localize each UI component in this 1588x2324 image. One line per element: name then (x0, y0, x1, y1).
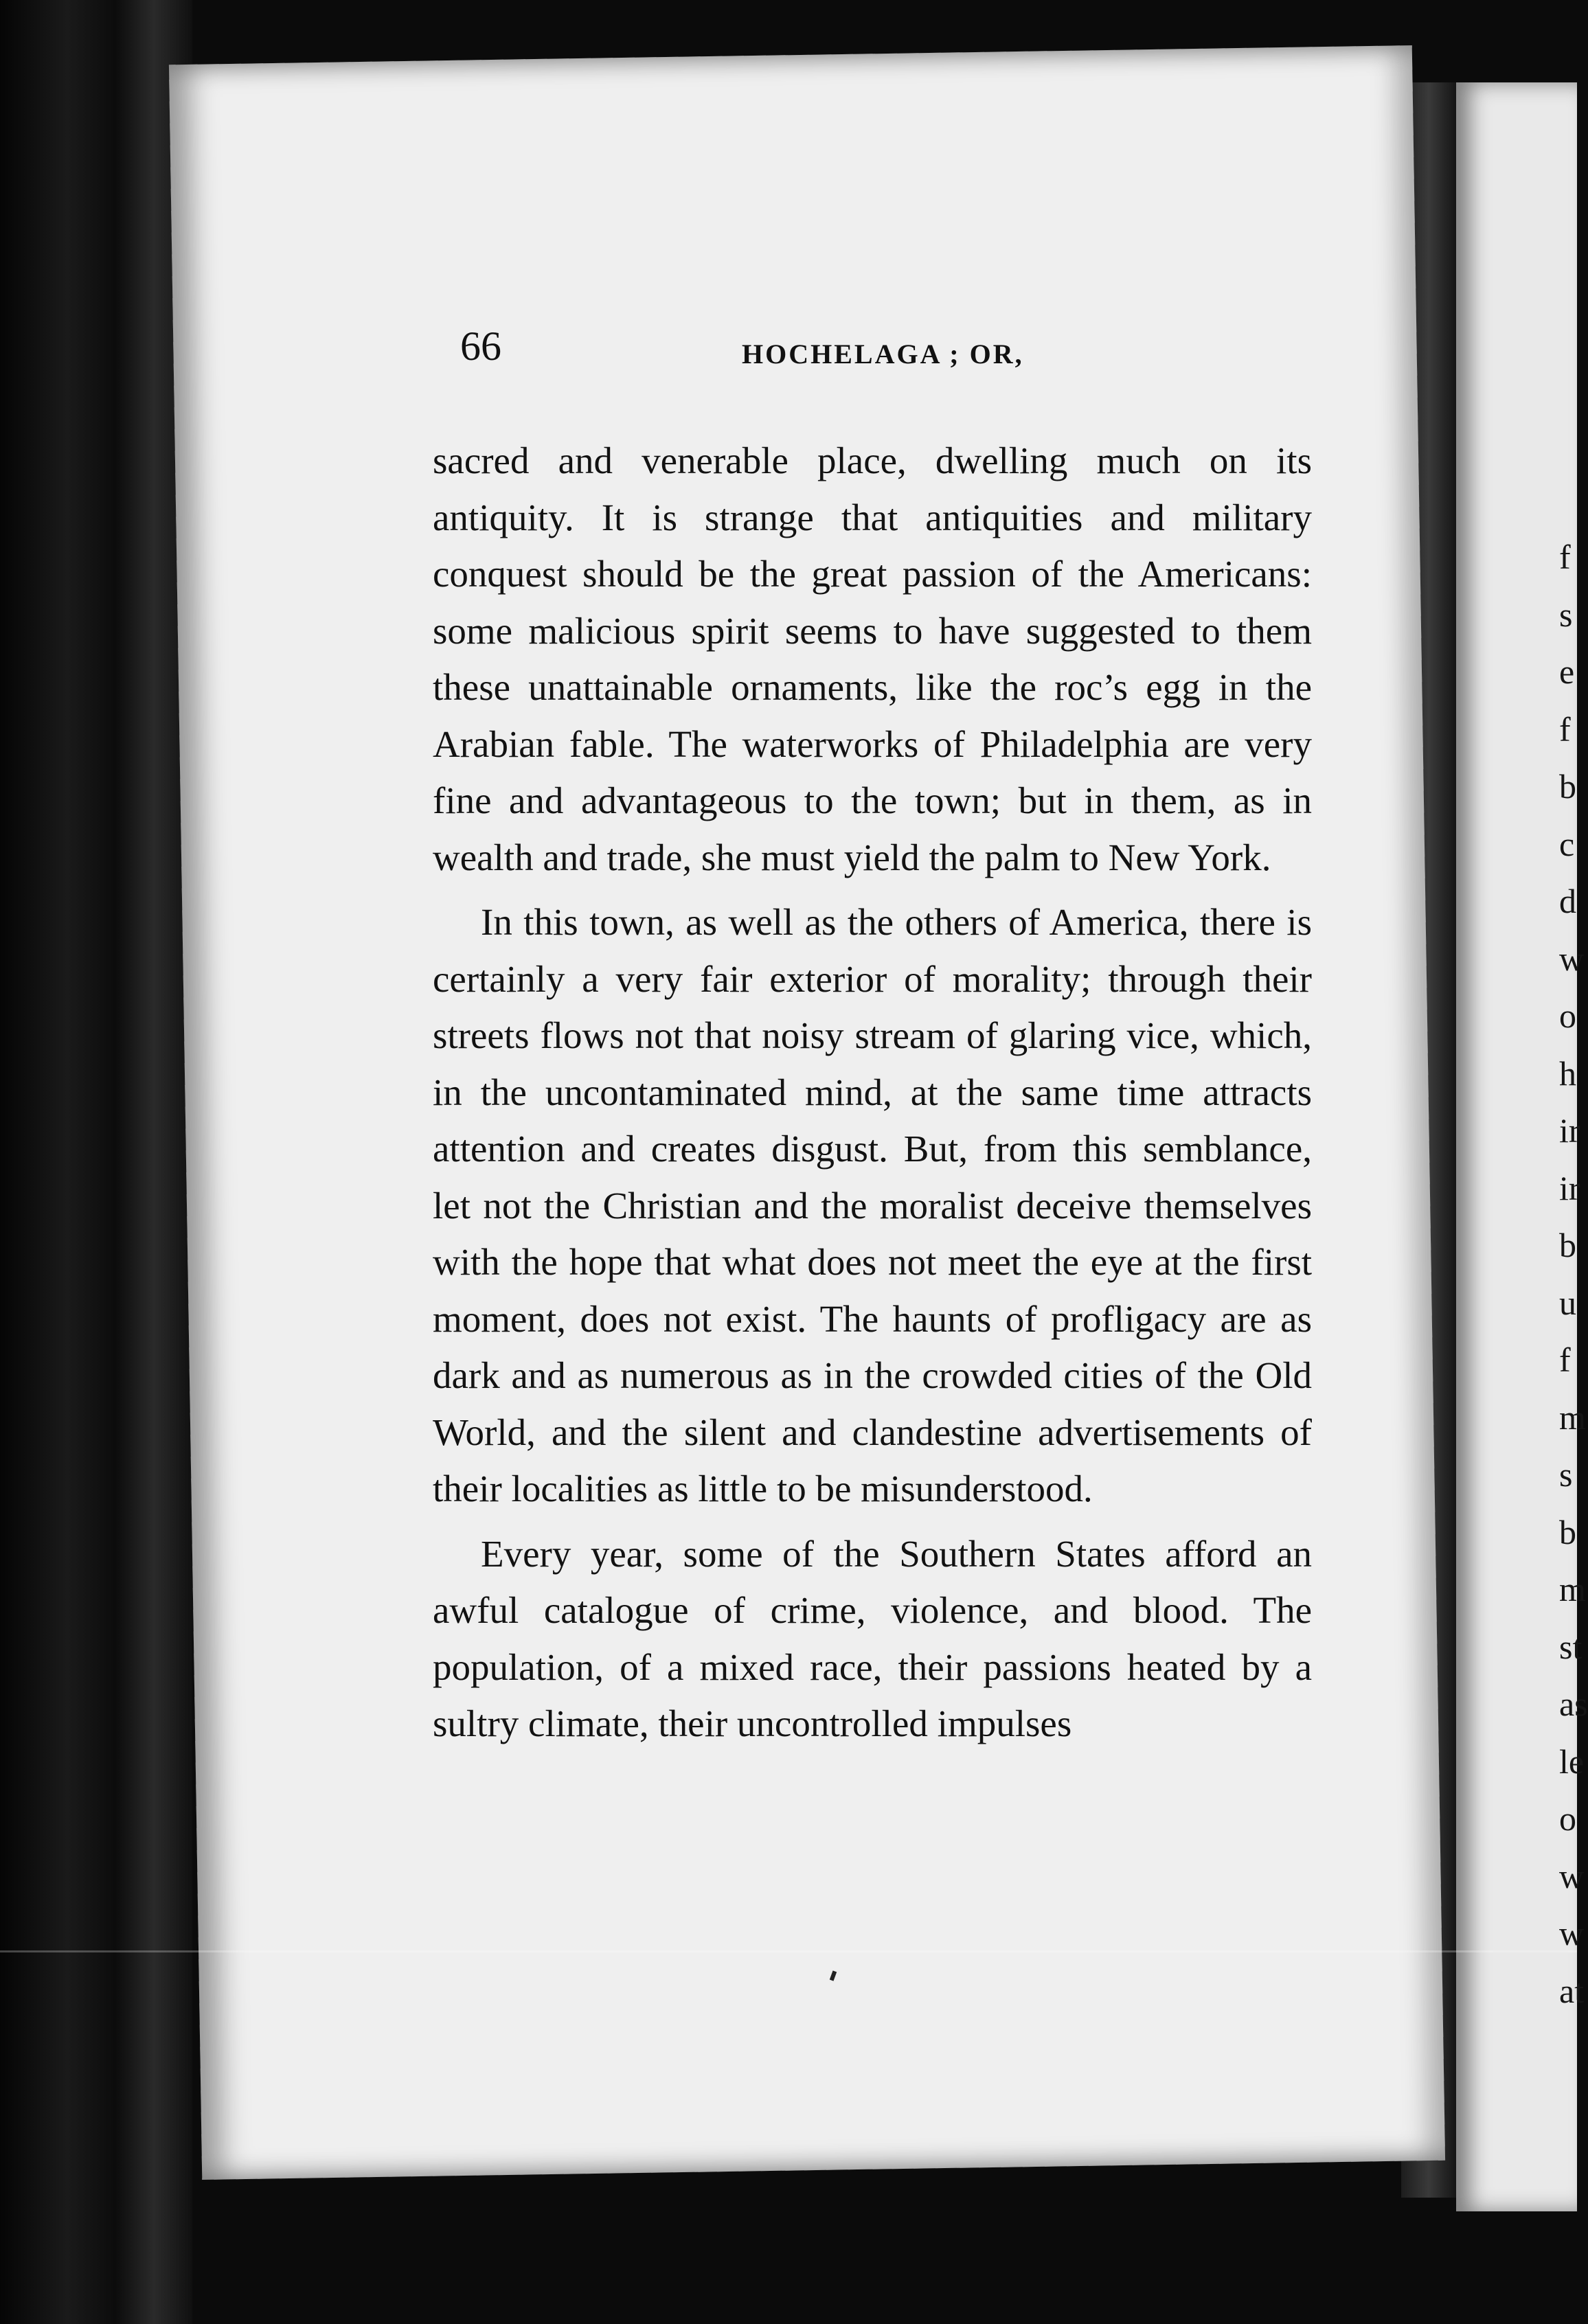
facing-fragment: o (1559, 996, 1576, 1035)
scan-artifact-line (0, 1950, 1577, 1952)
page-number: 66 (460, 323, 501, 369)
facing-fragment: e (1559, 652, 1575, 691)
facing-fragment: ir (1559, 1168, 1580, 1207)
facing-fragment: w (1559, 1914, 1585, 1952)
running-head-title: HOCHELAGA ; OR, (742, 339, 1024, 369)
facing-fragment: ir (1559, 1111, 1580, 1150)
paragraph: sacred and venerable place, dwelling much on its antiquity. It is strange that antiquities and military conquest should be the great passion of the Americans: some malicious spirit seems to have suggested to them these unattainable ornaments, like the roc’s egg in the Arabian fable. The waterworks of Philadelphia are very fine and advantageous to the town; but in them, as in wealth and trade, she must yield the palm to New York. (433, 440, 1312, 878)
paragraph: Every year, some of the Southern States afford an awful catalogue of crime, violence, and blood. The population, of a mixed race, their passions heated by a sultry climate, their uncontrolled impulses (433, 1532, 1312, 1744)
facing-fragment: f (1559, 709, 1571, 749)
running-head (460, 323, 1312, 378)
page-body (433, 433, 1312, 1761)
facing-fragment: le (1559, 1742, 1585, 1781)
facing-fragment: m (1559, 1398, 1586, 1437)
facing-fragment: b (1559, 1226, 1576, 1264)
facing-fragment: d (1559, 882, 1576, 920)
facing-fragment: f (1559, 538, 1571, 576)
facing-fragment: s (1559, 1455, 1573, 1494)
facing-fragment: c (1559, 824, 1575, 863)
facing-fragment: s (1559, 595, 1573, 634)
facing-fragment: b (1559, 767, 1576, 806)
facing-fragment: h (1559, 1053, 1576, 1093)
facing-fragment: at (1559, 1971, 1585, 2010)
facing-page (1456, 82, 1588, 2211)
facing-fragment: u (1559, 1283, 1576, 1322)
facing-fragment: w (1559, 1856, 1585, 1895)
facing-fragment: st (1559, 1627, 1583, 1666)
facing-fragment: m (1559, 1570, 1586, 1608)
paragraph: In this town, as well as the others of America, there is certainly a very fair exterior of morality; through their streets flows not that noisy stream of glaring vice, which, in the uncontaminated mind, at the same time attracts attention and creates disgust. But, from this semblance, let not the Christian and the moralist deceive themselves with the hope that what does not meet the eye at the first moment, does not exist. The haunts of profligacy are as dark and as numerous as in the crowded cities of the Old World, and the silent and clandestine advertisements of their localities as little to be misunderstood. (433, 901, 1312, 1510)
book-binding (0, 0, 192, 2324)
facing-fragment: f (1559, 1341, 1571, 1379)
facing-fragment: o (1559, 1799, 1576, 1838)
facing-fragment: b (1559, 1512, 1576, 1551)
facing-page-fragments (1559, 529, 1588, 2020)
facing-fragment: w (1559, 939, 1585, 978)
facing-fragment: as (1559, 1685, 1588, 1723)
